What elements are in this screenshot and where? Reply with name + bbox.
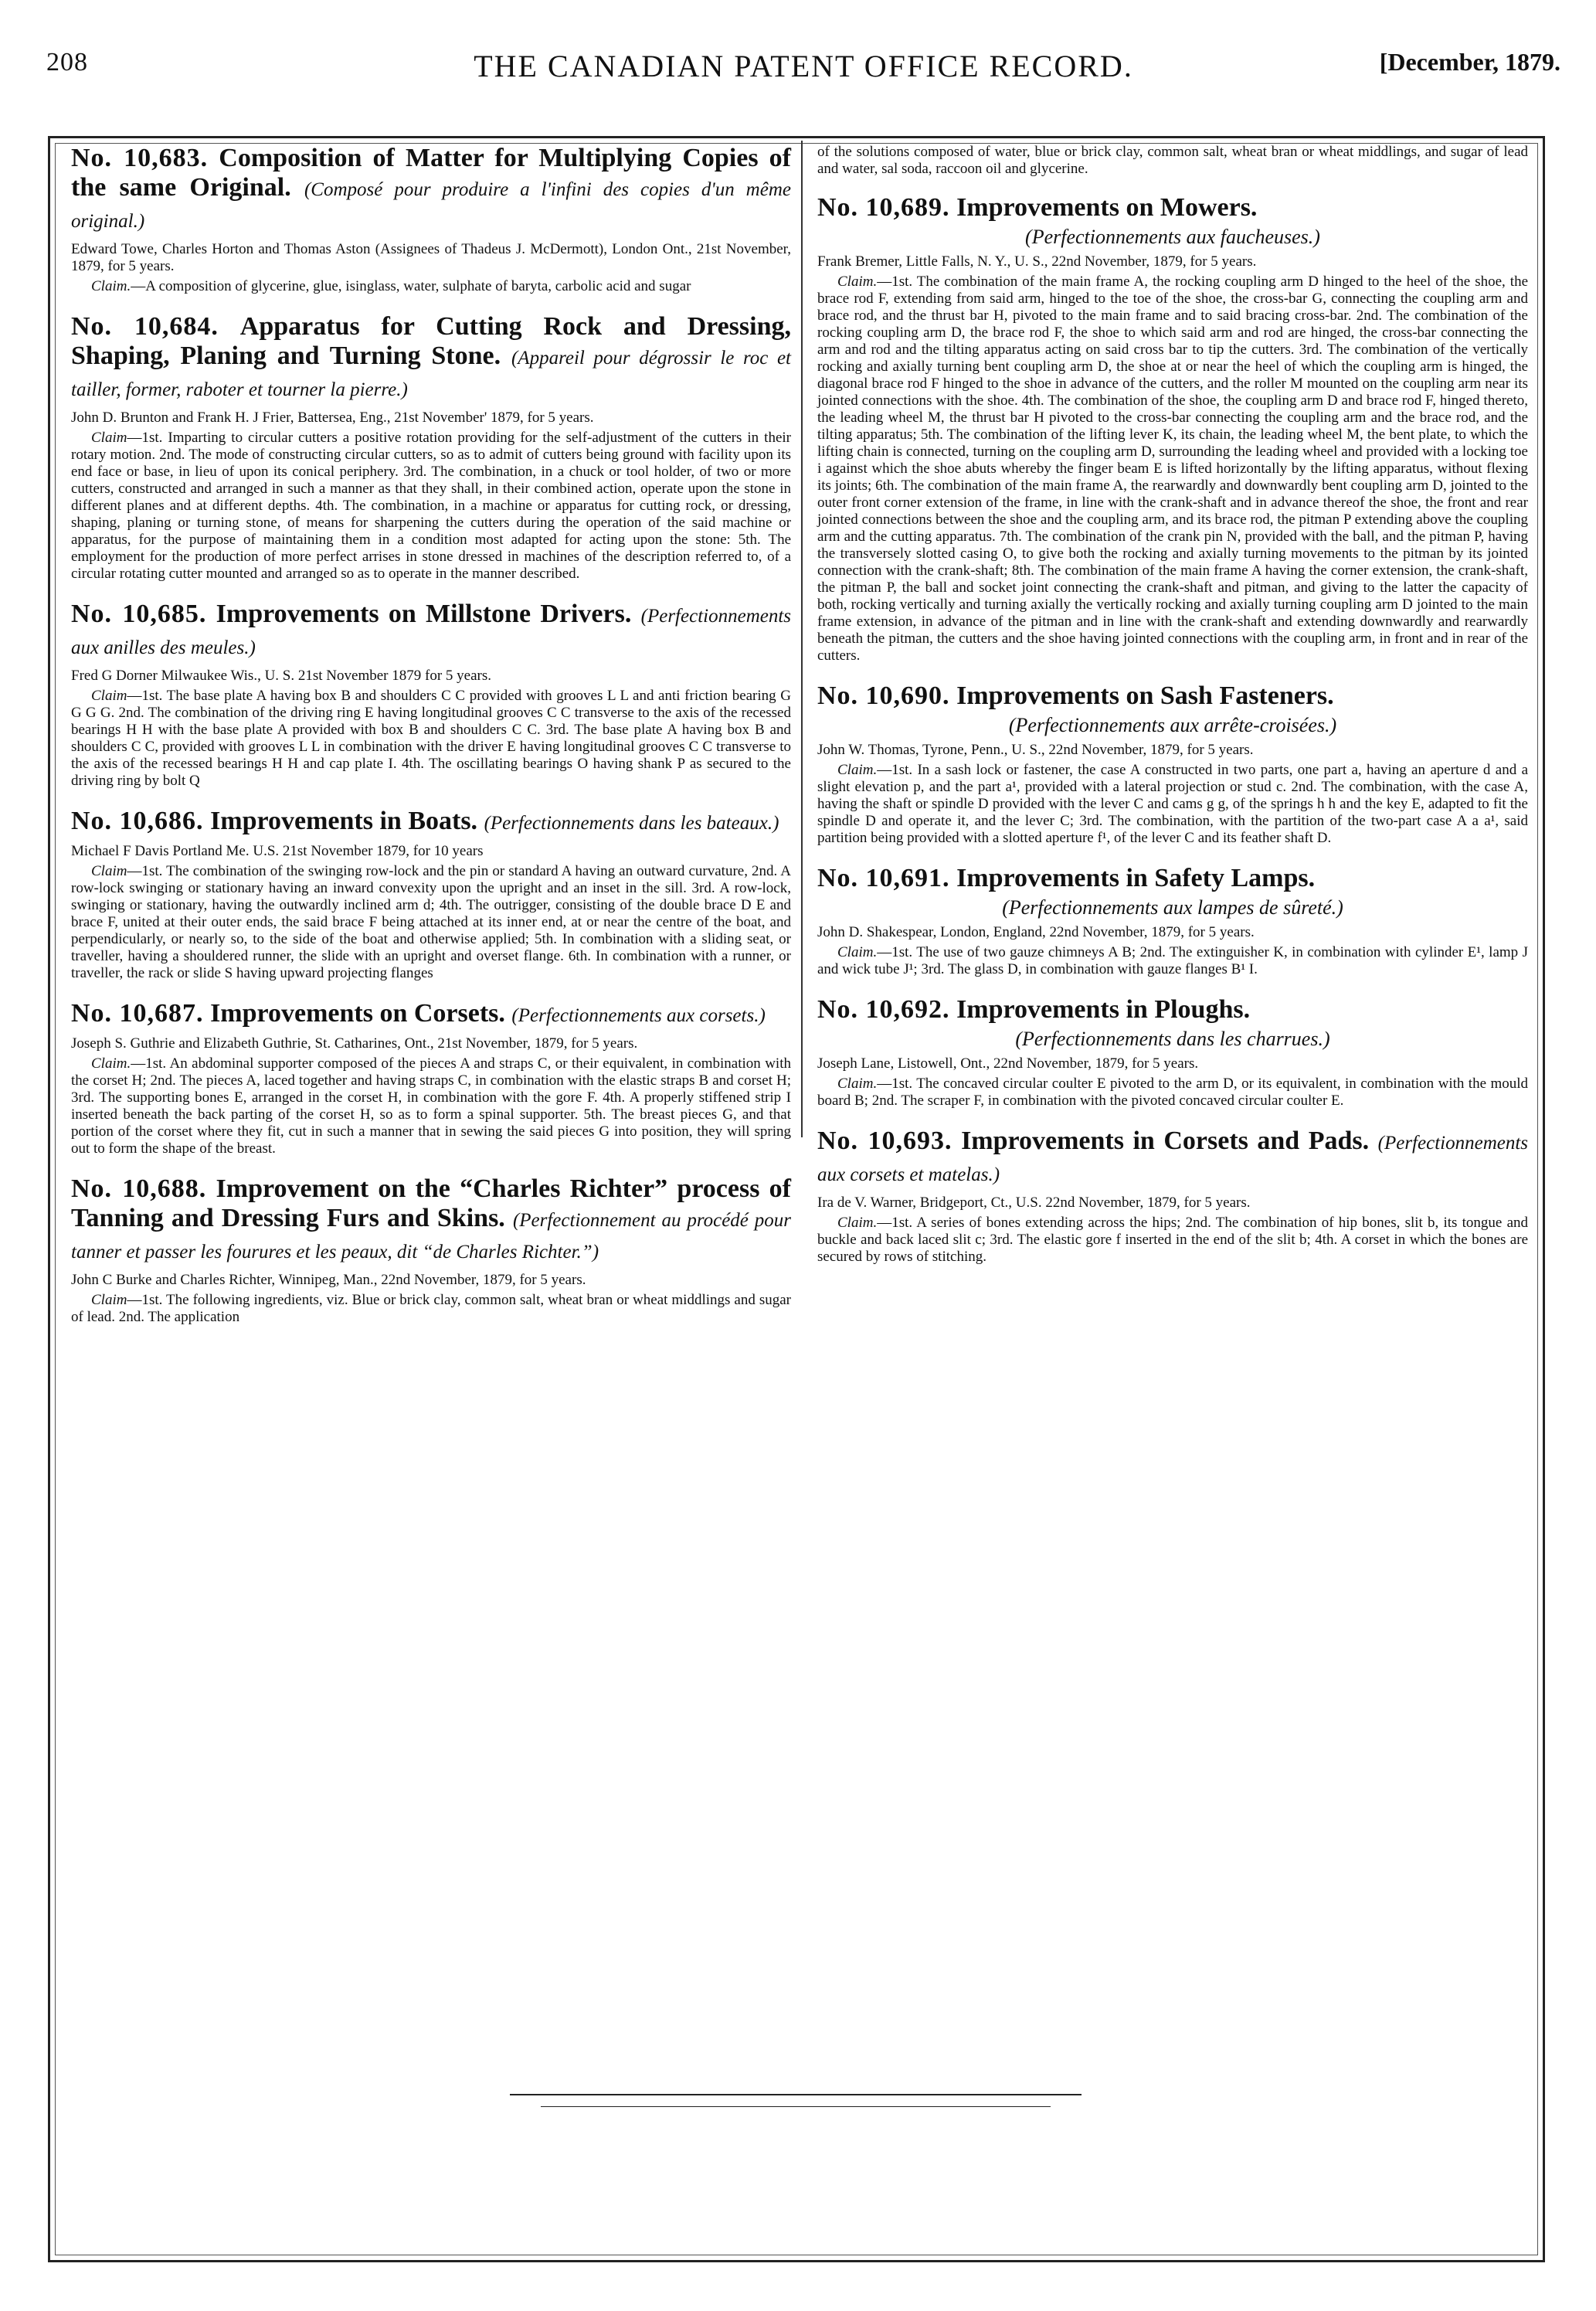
page-number: 208 [46,48,88,76]
page-header [46,48,1560,87]
patent-entry-10687 [71,999,791,1157]
patent-entry-10686 [71,807,791,982]
patent-entry-10690 [817,681,1528,847]
claim-text [817,944,1528,978]
french-title: (Perfectionnements aux lampes de sûreté.) [1002,896,1343,919]
left-column [71,144,791,1343]
continued-claim-text: of the solutions composed of water, blue or brick clay, common salt, wheat bran or wheat middlings, and sugar of lead and water, sal soda, raccoon oil and glycerine. [817,144,1528,177]
patentee-line: Frank Bremer, Little Falls, N. Y., U. S., 22nd November, 1879, for 5 years. [817,253,1257,270]
claim-text [71,863,791,982]
claim-text [71,278,791,295]
patent-heading [71,1174,791,1267]
patent-title: Improvements in Corsets and Pads. [961,1127,1370,1155]
end-rule-short [541,2106,1051,2107]
patent-title: Improvements on Corsets. [210,999,505,1028]
claim-body: —A composition of glycerine, glue, isinglass, water, sulphate of baryta, carbolic acid and sugar [131,278,691,294]
claim-label: Claim. [91,278,131,294]
french-title: (Perfectionnements aux arrête-croisées.) [1008,714,1337,736]
french-title: (Perfectionnements aux faucheuses.) [1025,226,1320,248]
claim-text [817,1076,1528,1110]
patent-heading [817,864,1528,893]
french-title: (Perfectionnements dans les charrues.) [1015,1028,1330,1050]
claim-body: —1st. The combination of the swinging row-lock and the pin or standard A having an outward curvature, 2nd. A row-lock swinging or stationary having an inward convexity upon the upright and an inset in the sill. 3rd. A row-lock, swinging or stationary, having the outwardly inclined arm d; 4th. The outrigger, consisting of the double brace D E and brace F, united at their outer ends, the said brace F being attached at its inner end, at or near the centre of the boat, and perpendicularly, or nearly so, to the side of the boat and otherwise applied; 5th. In combination with a sliding seat, or traveller, having a shouldered runner, the slide with an upright and overset flange. 6th. In combination with a runner, or traveller, the rack or slide S having upward projecting flanges [71,863,791,981]
publication-title: THE CANADIAN PATENT OFFICE RECORD. [474,49,1133,83]
claim-label: Claim. [91,1055,131,1072]
claim-body: —1st. The combination of the main frame A, the rocking coupling arm D hinged to the heel of the shoe, the brace rod F, extending from said arm, hinged to the toe of the shoe, the cross-bar G, connecting the coupling arm and brace rod, and the thrust bar H, pivoted to the main frame and to said bracing cross-bar. 2nd. The combination of the rocking coupling arm D, the brace rod F, the shoe to which said arm and rod are hinged, the cross-bar connecting the arm and rod and the tilting apparatus acting on said cross bar to tip the cutters. 3rd. The combination of the vertically rocking and axially turning bent coupling arm D, the shoe at or near the heel of which the coupling arm is hinged, the diagonal brace rod F hinged to the shoe in advance of the cutters, and the roller M mounted on the coupling arm near its jointed connections with the shoe. 4th. The combination of the shoe, the coupling arm D and brace rod F, hinged thereto, the leading wheel M, the thrust bar H pivoted to the cross-bar connecting the coupling arm and the brace rod, and the tilting apparatus; 5th. The combination of the lifting lever K, its chain, the leading wheel M, the bent plate, to which the lifting chain is connected, turning on the coupling arm D, surrounding the leading wheel and provided with a locking toe i against which the shoe abuts whereby the finger beam E is lifted horizontally by the lifting apparatus, without flexing its joints; 6th. The combination of the main frame A, the rearwardly and downwardly bent coupling arm D, jointed to the outer front corner extension of the frame, in line with the crank-shaft and in advance thereof the shoe, the front and rear jointed connections between the shoe and the coupling arm, and its brace rod, the pitman P extending above the coupling arm and the cutting apparatus. 7th. The combination of the crank pin N, provided with the ball, and the pitman P, having the transversely slotted casing O, to give both the rocking and axially turning movements to the pitman by its jointed connection with the crank-shaft; 8th. The combination of the main frame A having the corner extension, the crank-shaft, the pitman P, the ball and socket joint connecting the crank-shaft and pitman, and giving to the latter the capacity of both, rocking vertically and turning axially the vertically rocking and axially turning coupling arm D jointed to the main frame extension, in advance of the pitman and in line with the crank-shaft and extending downwardly and rearwardly beneath the pitman, the cutters and the shoe having jointed connections with the coupling arm, in front and in rear of the cutters. [817,274,1528,664]
claim-label: Claim. [837,944,878,960]
patent-heading [71,144,791,236]
patent-title: Improvements on Mowers. [956,193,1258,222]
patent-title: Composition of Matter for Multiplying Copies of the same Original. [71,144,792,202]
claim-text [71,430,791,583]
patent-title: Improvements in Boats. [210,807,478,835]
patent-heading [817,193,1528,223]
patent-entry-10689 [817,193,1528,664]
issue-date: [December, 1879. [1379,48,1560,76]
patent-entry-10685 [71,600,791,790]
claim-body: —1st. In a sash lock or fastener, the case A constructed in two parts, one part a, having an aperture d and a slight elevation p, and the part a¹, provided with a lateral projection or stud c. 2nd. The combination, with the case A, having the shaft or spindle D provided with the lever C and cams g g, of the springs h h and the key E, adapted to fit the spindle D and operate it, and the lever C; 3rd. The combination, with the partition of the two-part case A a a¹, said partition being provided with a slotted aperture f¹, of the lever C and its feather shaft D. [817,762,1528,846]
patentee-line: Joseph S. Guthrie and Elizabeth Guthrie, St. Catharines, Ont., 21st November, 1879, for 5 years. [71,1035,638,1052]
french-title: (Perfectionnement au procédé pour tanner et passer les fourures et les peaux, dit “de Charles Richter.”) [71,1210,792,1263]
patent-heading [71,999,791,1031]
claim-label: Claim [91,430,127,446]
patentee-line: Joseph Lane, Listowell, Ont., 22nd November, 1879, for 5 years. [817,1055,1199,1072]
patent-entry-10691 [817,864,1528,978]
claim-text [817,274,1528,664]
patent-entry-10693 [817,1127,1528,1266]
claim-body: —1st. An abdominal supporter composed of the pieces A and straps C, or their equivalent, in combination with the corset H; 2nd. The pieces A, laced together and having straps C, in combination with the elastic straps B and corset H; 3rd. The supporting bones E, arranged in the corset H, in combination with the gore F. 4th. A properly stiffened strip I inserted beneath the back parting of the corset H, so as to form a spinal supporter. 5th. The breast pieces G, and that portion of the corset where they fit, cut in such a manner that in sewing the said pieces G into position, they will spring out to form the shape of the breast. [71,1055,791,1157]
end-rule [510,2094,1082,2095]
patent-number: No. 10,690. [817,681,950,710]
right-column [817,144,1528,1283]
patentee-line: Ira de V. Warner, Bridgeport, Ct., U.S. 22nd November, 1879, for 5 years. [817,1195,1251,1211]
patent-heading [71,600,791,663]
patent-number: No. 10,691. [817,864,950,892]
claim-body: —1st. A series of bones extending across the hips; 2nd. The combination of hip bones, slit b, its tongue and buckle and back laced slit c; 3rd. The elastic gore f inserted in the end of the slit b; 4th. A corset in which the bones are secured by rows of stitching. [817,1215,1528,1265]
claim-body: —1st. The concaved circular coulter E pivoted to the arm D, or its equivalent, in combination with the mould board B; 2nd. The scraper F, in combination with the pivoted concaved circular coulter E. [817,1076,1528,1109]
claim-label: Claim [91,688,127,704]
patent-entry-10692 [817,995,1528,1110]
patent-title: Improvements on Millstone Drivers. [216,600,632,628]
claim-text [817,1215,1528,1266]
patent-entry-10683 [71,144,791,295]
patent-number: No. 10,687. [71,999,204,1028]
claim-body: —1st. The following ingredients, viz. Blue or brick clay, common salt, wheat bran or wheat middlings and sugar of lead. 2nd. The application [71,1292,791,1325]
claim-label: Claim. [837,274,878,290]
french-title: (Perfectionnements aux corsets.) [511,1005,766,1026]
patent-number: No. 10,685. [71,600,207,628]
patent-number: No. 10,683. [71,144,209,172]
claim-text [71,1292,791,1326]
claim-label: Claim [91,863,127,879]
claim-body: —1st. Imparting to circular cutters a positive rotation providing for the self-adjustment of the cutters in their rotary motion. 2nd. The mode of constructing circular cutters, so as to admit of cutters being ground with facility upon its end face or base, in lieu of upon its conical periphery. 3rd. The combination, in a chuck or tool holder, of two or more cutters, constructed and arranged in such a manner as that they shall, in their combined action, operate upon the stone in different planes and at different depths. 4th. The combination, in a machine or apparatus for cutting rock, or dressing, shaping, planing or turning stone, of means for sharpening the cutters during the operation of the said machine or apparatus, for the purpose of maintaining them in a condition most adapted for acting upon the stone: 5th. The employment for the production of more perfect arrises in stone dressed in machines of the description referred to, of a circular rotating cutter mounted and arranged so as to operate in the manner described. [71,430,791,582]
patent-heading [817,995,1528,1025]
patent-number: No. 10,688. [71,1174,207,1203]
patent-title: Improvements in Safety Lamps. [956,864,1316,892]
patent-number: No. 10,692. [817,995,950,1024]
patent-entry-10684 [71,312,791,583]
patent-heading [71,807,791,838]
patentee-line: John D. Brunton and Frank H. J Frier, Battersea, Eng., 21st November' 1879, for 5 years. [71,410,594,426]
claim-body: —1st. The base plate A having box B and shoulders C C provided with grooves L L and anti friction bearing G G G G. 2nd. The combination of the driving ring E having longitudinal grooves C C transverse to the axis of the recessed bearings H H with the base plate A provided with box B and shoulders C C. 3rd. The base plate A having box B and shoulders C C, provided with grooves L L in combination with the driver E having longitudinal grooves C C transverse to the axis of the recessed bearings H H and cap plate I. 4th. The oscillating bearings O having shank P as secured to the driving ring by bolt Q [71,688,791,789]
patentee-line: John W. Thomas, Tyrone, Penn., U. S., 22nd November, 1879, for 5 years. [817,742,1254,758]
claim-label: Claim. [837,762,878,778]
patent-title: Improvements in Ploughs. [956,995,1251,1024]
french-title: (Perfectionnements aux anilles des meules.) [71,606,792,658]
patentee-line: John D. Shakespear, London, England, 22nd November, 1879, for 5 years. [817,924,1255,940]
patent-number: No. 10,689. [817,193,950,222]
patent-title: Apparatus for Cutting Rock and Dressing, Shaping, Planing and Turning Stone. [71,312,792,370]
patent-title: Improvement on the “Charles Richter” process of Tanning and Dressing Furs and Skins. [71,1174,791,1232]
patentee-line: Edward Towe, Charles Horton and Thomas Aston (Assignees of Thadeus J. McDermott), London Ont., 21st November, 1879, for 5 years. [71,241,791,274]
patentee-line: Michael F Davis Portland Me. U.S. 21st November 1879, for 10 years [71,843,484,859]
claim-label: Claim [91,1292,127,1308]
patentee-line: Fred G Dorner Milwaukee Wis., U. S. 21st November 1879 for 5 years. [71,668,491,684]
french-title: (Perfectionnements dans les bateaux.) [484,813,779,834]
patent-number: No. 10,693. [817,1127,953,1155]
patent-heading [71,312,791,405]
claim-text [71,688,791,790]
claim-label: Claim. [837,1215,878,1231]
column-divider [801,141,803,1137]
patent-heading [817,1127,1528,1190]
french-title: (Appareil pour dégrossir le roc et tailler, former, raboter et tourner la pierre.) [71,348,791,400]
claim-text [71,1055,791,1157]
patent-number: No. 10,684. [71,312,219,341]
patent-title: Improvements on Sash Fasteners. [956,681,1334,710]
claim-body: —1st. The use of two gauze chimneys A B; 2nd. The extinguisher K, in combination with cylinder E¹, lamp J and wick tube J¹; 3rd. The glass D, in combination with gauze flanges B¹ I. [817,944,1528,977]
claim-label: Claim. [837,1076,878,1092]
french-title: (Perfectionnements aux corsets et matelas.) [817,1133,1529,1185]
claim-text [817,762,1528,847]
patentee-line: John C Burke and Charles Richter, Winnipeg, Man., 22nd November, 1879, for 5 years. [71,1272,586,1288]
french-title: (Composé pour produire a l'infini des copies d'un même original.) [71,179,791,232]
patent-number: No. 10,686. [71,807,204,835]
patent-entry-10688 [71,1174,791,1326]
patent-heading [817,681,1528,711]
